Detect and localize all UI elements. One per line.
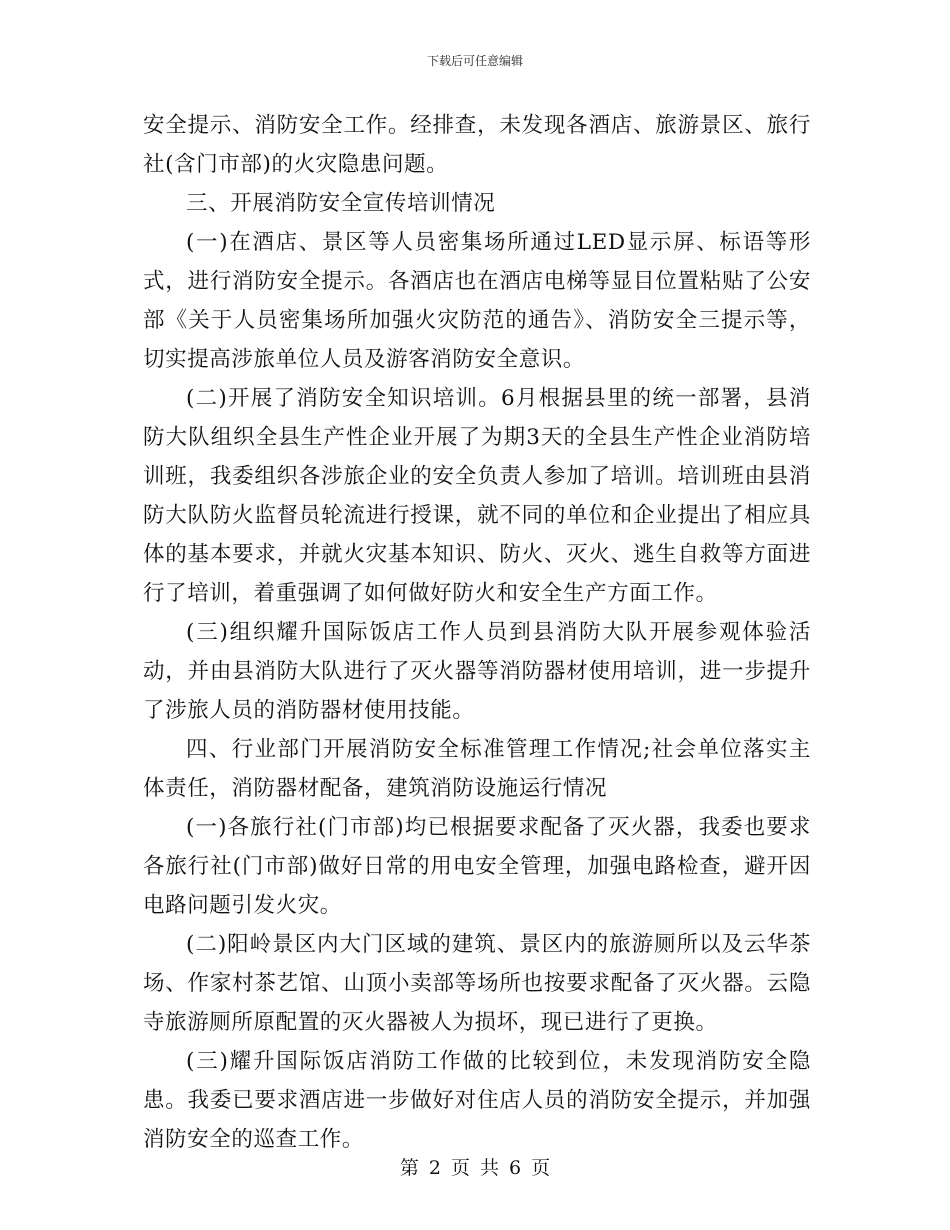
paragraph-3-2: (二)开展了消防安全知识培训。6月根据县里的统一部署，县消防大队组织全县生产性企业开展了为期3天的全县生产性企业消防培训班，我委组织各涉旅企业的安全负责人参加了培训。培训班由县消防大队防火监督员轮流进行授课，就不同的单位和企业提出了相应具体的基本要求，并就火灾基本知识、防火、灭火、逃生自救等方面进行了培训，着重强调了如何做好防火和安全生产方面工作。 [143,386,811,606]
paragraph-4-1: (一)各旅行社(门市部)均已根据要求配备了灭火器，我委也要求各旅行社(门市部)做好日常的用电安全管理，加强电路检查，避开因电路问题引发火灾。 [143,815,811,918]
section-heading-4: 四、行业部门开展消防安全标准管理工作情况;社会单位落实主体责任，消防器材配备，建筑消防设施运行情况 [143,737,811,801]
paragraph-3-1: (一)在酒店、景区等人员密集场所通过LED显示屏、标语等形式，进行消防安全提示。各酒店也在酒店电梯等显目位置粘贴了公安部《关于人员密集场所加强火灾防范的通告》、消防安全三提示等，切实提高涉旅单位人员及游客消防安全意识。 [143,230,811,372]
paragraph-continuation: 安全提示、消防安全工作。经排查，未发现各酒店、旅游景区、旅行社(含门市部)的火灾隐患问题。 [143,113,811,177]
paragraph-3-3: (三)组织耀升国际饭店工作人员到县消防大队开展参观体验活动，并由县消防大队进行了灭火器等消防器材使用培训，进一步提升了涉旅人员的消防器材使用技能。 [143,620,811,723]
paragraph-4-3: (三)耀升国际饭店消防工作做的比较到位，未发现消防安全隐患。我委已要求酒店进一步做好对住店人员的消防安全提示，并加强消防安全的巡查工作。 [143,1049,811,1152]
page-header: 下载后可任意编辑 [426,54,523,68]
paragraph-4-2: (二)阳岭景区内大门区域的建筑、景区内的旅游厕所以及云华茶场、作家村茶艺馆、山顶小卖部等场所也按要求配备了灭火器。云隐寺旅游厕所原配置的灭火器被人为损坏，现已进行了更换。 [143,932,811,1035]
page-number: 第 2 页 共 6 页 [399,1157,551,1179]
section-heading-3: 三、开展消防安全宣传培训情况 [186,191,496,216]
document-body [143,106,811,1159]
